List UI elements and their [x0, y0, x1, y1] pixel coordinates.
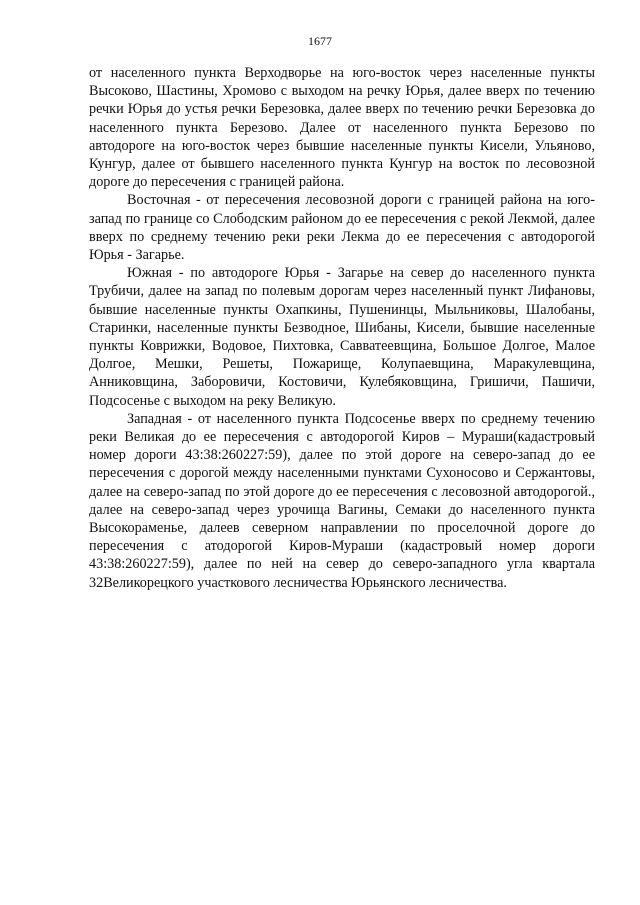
- paragraph-south-border: Южная - по автодороге Юрья - Загарье на север до населенного пункта Трубичи, далее на запад по полевым дорогам через населенный пункт Лифановы, бывшие населенные пункты Охапкины, Пушенинцы, Мыльниковы, Шалобаны, Старинки, населенные пункты Безводное, Шибаны, Кисели, бывшие населенные пункты Коврижки, Водовое, Пихтовка, Савватеевщина, Большое Долгое, Малое Долгое, Мешки, Решеты, Пожарище, Колупаевщина, Маракулевщина, Анниковщина, Заборовичи, Костовичи, Кулебяковщина, Гришичи, Пашичи, Подсосенье с выходом на реку Великую.: [89, 265, 595, 409]
- document-body: [89, 64, 595, 592]
- paragraph-north-continuation: от населенного пункта Верходворье на юго-восток через населенные пункты Высоково, Шастины, Хромово с выходом на речку Юрья, далее вверх по течению речки Юрья до устья речки Березовка, далее вверх по течению речки Березовка до населенного пункта Березово. Далее от населенного пункта Березово по автодороге на юго-восток через бывшие населенные пункты Кисели, Ульяново, Кунгур, далее от бывшего населенного пункта Кунгур на восток по лесовозной дороге до пересечения с границей района.: [89, 65, 595, 191]
- page-number: 1677: [308, 34, 332, 48]
- paragraph-west-border: Западная - от населенного пункта Подсосенье вверх по среднему течению реки Великая до ее пересечения с автодорогой Киров – Мураши(кадастровый номер дороги 43:38:260227:59), далее по этой дороге на северо-запад до ее пересечения с дорогой между населенными пунктами Сухоносово и Сержантовы, далее на северо-запад по этой дороге до ее пересечения с лесовозной автодорогой., далее на северо-запад через урочища Вагины, Семаки до населенного пункта Высокораменье, далеев северном направлении по проселочной дороге до пересечения с атодорогой Киров-Мураши (кадастровый номер дороги 43:38:260227:59), далее по ней на север до северо-западного угла квартала 32Великорецкого участкового лесничества Юрьянского лесничества.: [89, 410, 595, 591]
- paragraph-east-border: Восточная - от пересечения лесовозной дороги с границей района на юго-запад по границе со Слободским районом до ее пересечения с рекой Лекмой, далее вверх по среднему течению реки реки Лекма до ее пересечения с автодорогой Юрья - Загарье.: [89, 192, 595, 264]
